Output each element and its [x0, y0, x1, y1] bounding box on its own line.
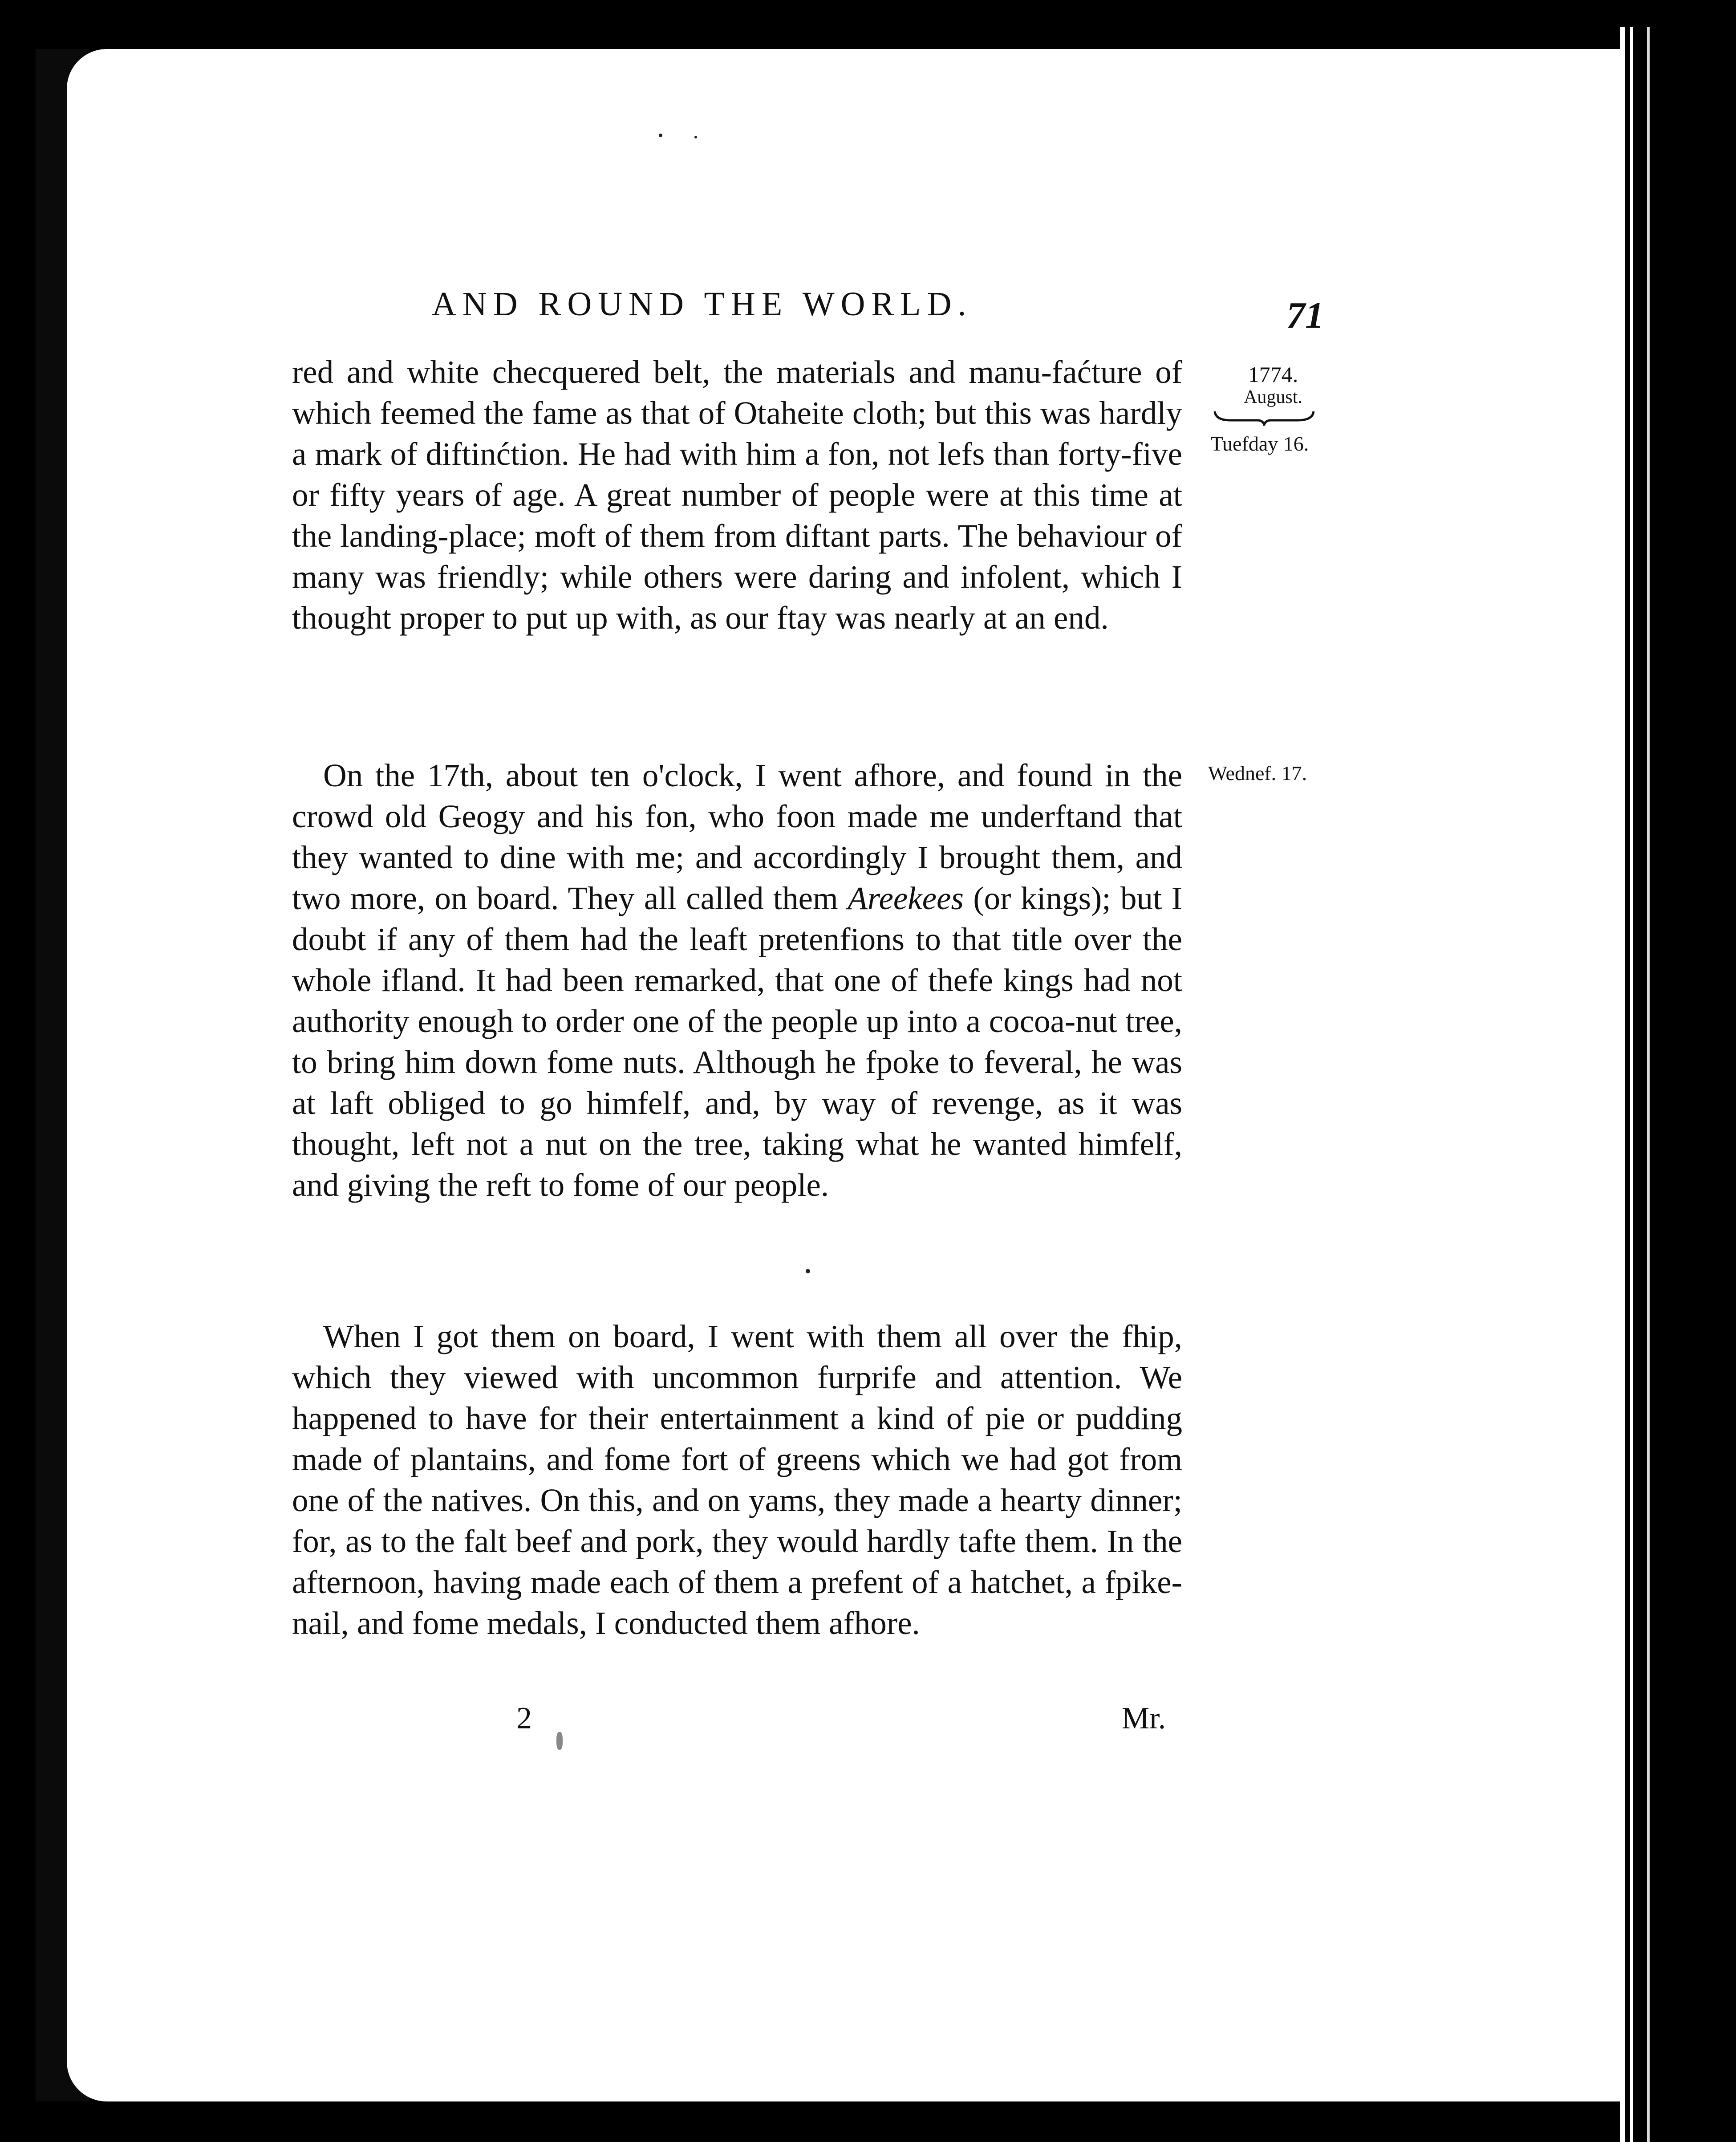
scan-edge: [1620, 27, 1736, 2142]
scan-speck: [659, 134, 662, 137]
margin-year: 1774.: [1248, 362, 1298, 387]
paragraph-2: [292, 755, 1182, 1206]
scan-speck: [694, 136, 697, 138]
signature-mark: 2: [516, 1701, 532, 1736]
paragraph-2-text-end: (or kings); but I doubt if any of them had the leaft pretenfions to that title over the whole ifland. It had been remarked, that one of thefe kings had not authority enough to order one of the people up into a cocoa-nut tree, to bring him down fome nuts. Although he fpoke to feveral, he was at laft obliged to go himfelf, and, by way of revenge, as it was thought, left not a nut on the tree, taking what he wanted himfelf, and giving the reft to fome of our people.: [292, 880, 1182, 1203]
paragraph-3: When I got them on board, I went with them all over the fhip, which they viewed with uncommon furprife and attention. We happened to have for their entertainment a kind of pie or pudding made of plantains, and fome fort of greens which we had got from one of the natives. On this, and on yams, they made a hearty dinner; for, as to the falt beef and pork, they would hardly tafte them. In the afternoon, having made each of them a prefent of a hatchet, a fpike-nail, and fome medals, I conducted them afhore.: [292, 1318, 1182, 1641]
catchword: Mr.: [1122, 1701, 1166, 1736]
paragraph-2-text: On the 17th, about ten o'clock, I went afhore, and found in the crowd old Geogy and his fon, who foon made me underftand that they wanted to dine with me; and accordingly I brought them, and two more, on board. They all called them: [292, 757, 1182, 916]
margin-month: August.: [1244, 387, 1302, 407]
paragraph-1: red and white checquered belt, the materials and manu-faćture of which feemed the fame as that of Otaheite cloth; but this was hardly a mark of diftinćtion. He had with him a fon, not lefs than forty-five or fifty years of age. A great number of people were at this time at the landing-place; moft of them from diftant parts. The behaviour of many was friendly; while others were daring and infolent, which I thought proper to put up with, as our ftay was nearly at an end.: [292, 354, 1182, 636]
scan-speck: [556, 1732, 563, 1750]
margin-brace-icon: [1213, 410, 1315, 426]
scan-speck: [806, 1269, 810, 1273]
running-title: AND ROUND THE WORLD.: [432, 285, 973, 323]
margin-date-17: Wednef. 17.: [1208, 762, 1307, 784]
paragraph-2-term: Areekees: [848, 880, 964, 916]
page-number: 71: [1286, 295, 1324, 336]
margin-date-16: Tuefday 16.: [1210, 432, 1309, 455]
